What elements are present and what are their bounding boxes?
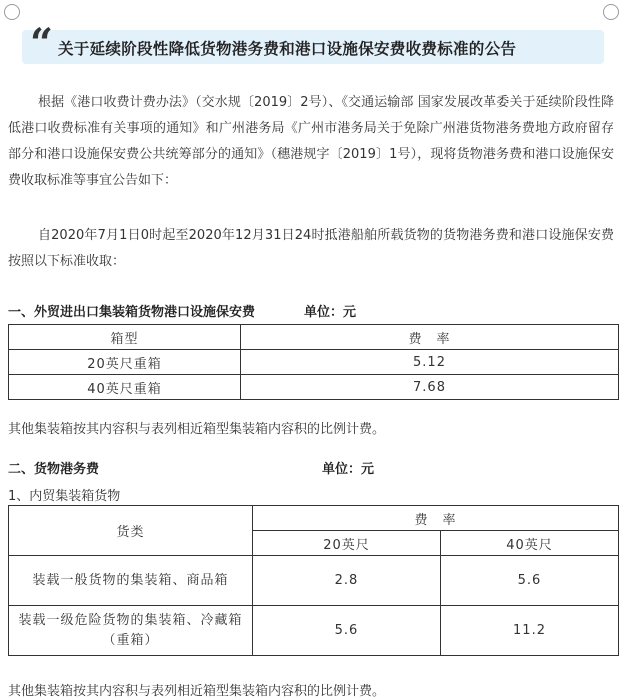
rate-40ft-cell: 5.6 bbox=[441, 556, 619, 606]
table-row bbox=[9, 375, 619, 400]
section1-heading: 一、外贸进出口集装箱货物港口设施保安费 bbox=[8, 305, 256, 320]
title-banner bbox=[22, 20, 604, 67]
rate-20ft-cell: 5.6 bbox=[253, 606, 441, 656]
table-row bbox=[9, 556, 619, 606]
header-rate: 费 率 bbox=[241, 325, 619, 350]
section2-note: 其他集装箱按其内容积与表列相近箱型集装箱内容积的比例计费。 bbox=[8, 684, 386, 699]
header-box-type: 箱型 bbox=[9, 325, 241, 350]
category-cell: 装载一级危险货物的集装箱、冷藏箱（重箱） bbox=[9, 606, 253, 656]
rate-20ft-cell: 2.8 bbox=[253, 556, 441, 606]
table-row bbox=[9, 350, 619, 375]
box-type-cell: 40英尺重箱 bbox=[9, 375, 241, 400]
corner-circle-right bbox=[603, 4, 619, 20]
section2-heading: 二、货物港务费 bbox=[8, 462, 100, 477]
rate-40ft-cell: 11.2 bbox=[441, 606, 619, 656]
header-rate: 费 率 bbox=[253, 506, 619, 531]
section2-unit: 单位：元 bbox=[322, 462, 375, 477]
scope-paragraph: 自2020年7月1日0时起至2020年12月31日24时抵港船舶所载货物的货物港务费和港口设施保安费按照以下标准收取： bbox=[8, 228, 614, 269]
page-title: 关于延续阶段性降低货物港务费和港口设施保安费收费标准的公告 bbox=[58, 40, 517, 58]
header-category: 货类 bbox=[9, 506, 253, 556]
rate-cell: 7.68 bbox=[241, 375, 619, 400]
cargo-port-fee-table bbox=[8, 505, 619, 656]
category-cell: 装载一般货物的集装箱、商品箱 bbox=[9, 556, 253, 606]
intro-paragraph: 根据《港口收费计费办法》（交水规〔2019〕2号）、《交通运输部 国家发展改革委关于延续阶段性降低港口收费标准有关事项的通知》和广州港务局《广州市港务局关于免除广州港货物港务费地方政府留存部分和港口设施保安费公共统筹部分的通知》（穗港规字〔2019〕1号），现将货物港务费和港口设施保安费收取标准等事宜公告如下： bbox=[8, 95, 614, 188]
box-type-cell: 20英尺重箱 bbox=[9, 350, 241, 375]
table-header-row bbox=[9, 506, 619, 531]
port-security-fee-table bbox=[8, 324, 619, 400]
table-header-row bbox=[9, 325, 619, 350]
section1-unit: 单位：元 bbox=[304, 305, 357, 320]
section2-subheading: 1、内贸集装箱货物 bbox=[8, 489, 121, 504]
section1-note: 其他集装箱按其内容积与表列相近箱型集装箱内容积的比例计费。 bbox=[8, 422, 386, 437]
quote-icon: “ bbox=[30, 20, 54, 67]
rate-cell: 5.12 bbox=[241, 350, 619, 375]
header-40ft: 40英尺 bbox=[441, 531, 619, 556]
table-row bbox=[9, 606, 619, 656]
corner-circle-left bbox=[4, 4, 20, 20]
header-20ft: 20英尺 bbox=[253, 531, 441, 556]
